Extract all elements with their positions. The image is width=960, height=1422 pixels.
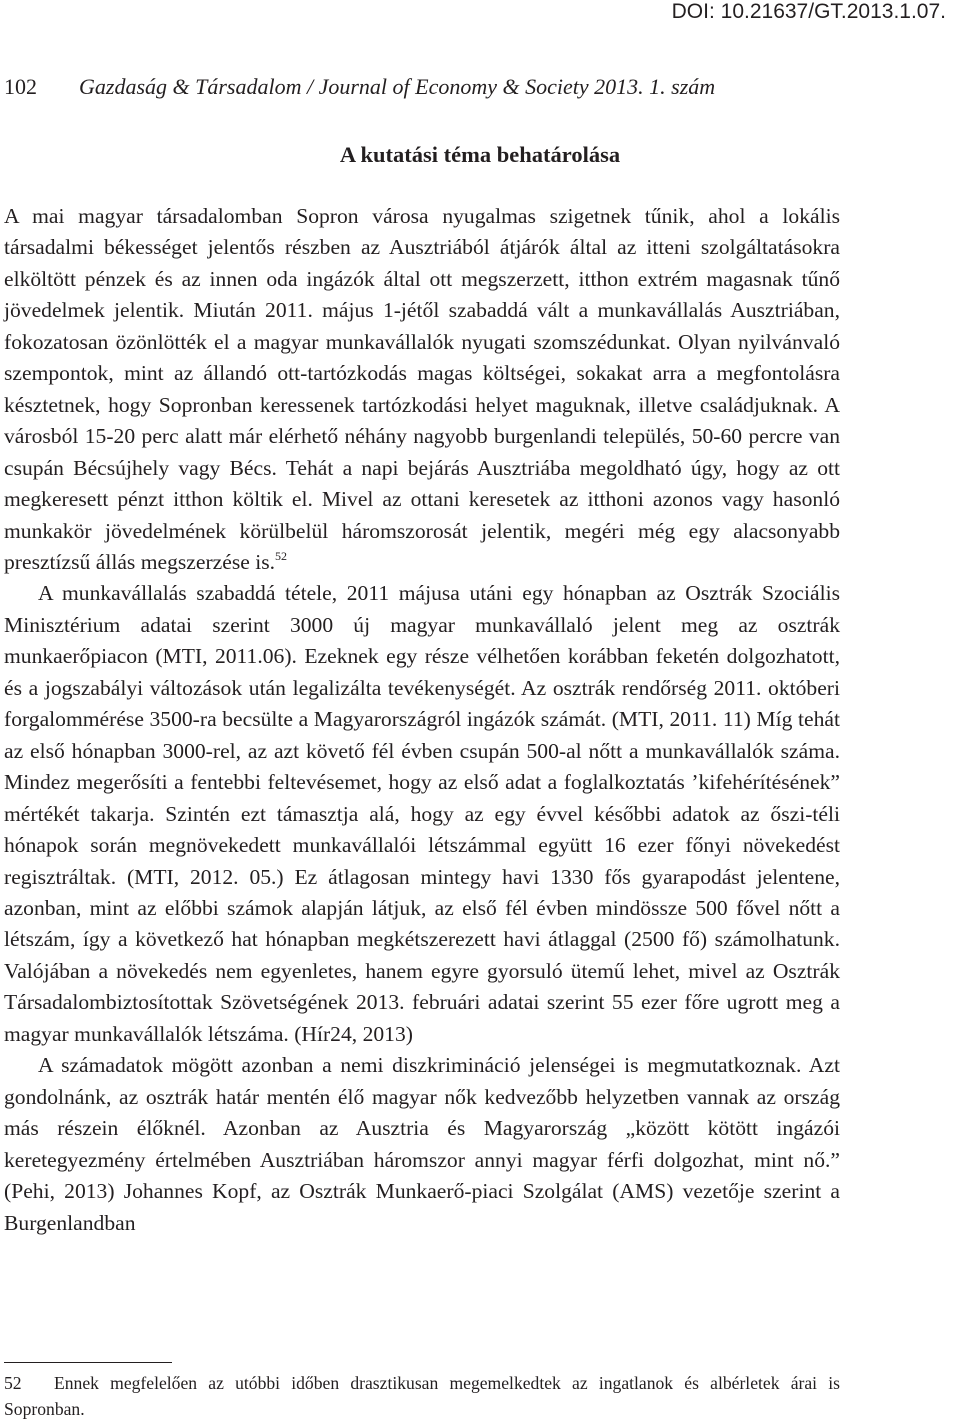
footnote-number: 52 [4, 1373, 22, 1393]
body-text [4, 201, 840, 1239]
journal-title: Gazdaság & Társadalom / Journal of Economy & Society 2013. 1. szám [79, 74, 716, 99]
footnote [4, 1370, 840, 1422]
section-heading: A kutatási téma behatárolása [339, 142, 621, 167]
paragraph-3: A számadatok mögött azonban a nemi diszkrimináció jelenségei is megmutatkoznak. Azt gondolnánk, az osztrák határ mentén élő magyar nők kedvezőbb helyzetben vannak az ország más részein élőknél. Azonban az Ausztria és Magyarország „között kötött ingázói keretegyezmény értelmében Ausztriában háromszor annyi magyar férfi dolgozhat, mint nő.” (Pehi, 2013) Johannes Kopf, az Osztrák Munkaerő-piaci Szolgálat (AMS) vezetője szerint a Burgenlandban [4, 1053, 840, 1235]
footnote-reference[interactable]: 52 [275, 548, 288, 563]
paragraph-1 [4, 201, 840, 578]
paragraph-1-text: A mai magyar társadalomban Sopron városa nyugalmas szigetnek tűnik, ahol a lokális társadalmi békességet jelentős részben az Ausztriából átjárók által az itteni szolgáltatásokra elköltött pénzek és az innen oda ingázók által ott megszerzett, itthon extrém magasnak tűnő jövedelmek jelentik. Miután 2011. május 1-jétől szabaddá vált a munkavállalás Ausztriában, fokozatosan özönlötték el a magyar munkavállalók nyugati szomszédunkat. Olyan nyilvánvaló szempontok, mint az állandó ott-tartózkodás magas költségei, sokakat arra a megfontolásra késztetnek, hogy Sopronban keressenek tartózkodási helyet maguknak, illetve családjuknak. A városból 15-20 perc alatt már elérhető néhány nagyobb burgenlandi település, 50-60 percre van csupán Bécsújhely vagy Bécs. Tehát a napi bejárás Ausztriába megoldható úgy, hogy az ott megkeresett pénzt itthon költik el. Mivel az ottani keresetek az itthoni azonos vagy hasonló munkakör jövedelmének körülbelül háromszorosát jelentik, megéri még egy alacsonyabb presztízsű állás megszerzése is. [4, 204, 840, 574]
page-number: 102 [4, 74, 37, 99]
paragraph-2: A munkavállalás szabaddá tétele, 2011 májusa utáni egy hónapban az Osztrák Szociális Minisztérium adatai szerint 3000 új magyar munkavállaló jelent meg az osztrák munkaerőpiacon (MTI, 2011.06). Ezeknek egy része vélhetően korábban feketén dolgozhatott, és a jogszabályi változások után legalizálta tevékenységét. Az osztrák rendőrség 2011. októberi forgalommérése 3500-ra becsülte a Magyarországról ingázók számát. (MTI, 2011. 11) Míg tehát az első hónapban 3000-rel, az azt követő fél évben csupán 500-al nőtt a munkavállalók száma. Mindez megerősíti a fentebbi feltevésemet, hogy az első adat a foglalkoztatás ’kifehérítésének” mértékét takarja. Szintén ezt támasztja alá, hogy az egy évvel későbbi adatok az őszi-téli hónapok során megnövekedett munkavállalói létszámmal együtt 16 ezer főnyi növekedést regisztráltak. (MTI, 2012. 05.) Ez átlagosan mintegy havi 1330 fős gyarapodást jelentene, azonban, mint az előbbi számok alapján látjuk, az első fél évben mindössze 500 fővel nőtt a létszám, így a következő hat hónapban megkétszerezett havi átlaggal (2500 fő) számolhatunk. Valójában a növekedés nem egyenletes, hanem egyre gyorsuló ütemű lehet, mivel az Osztrák Társadalombiztosítottak Szövetségének 2013. februári adatai szerint 55 ezer főre ugrott meg a magyar munkavállalók létszáma. (Hír24, 2013) [4, 581, 840, 1046]
doi-label: DOI: 10.21637/GT.2013.1.07. [671, 0, 946, 23]
footnote-text: Ennek megfelelően az utóbbi időben drasztikusan megemelkedtek az ingatlanok és albérletek árai is Sopronban. [4, 1373, 840, 1419]
running-header [4, 74, 715, 100]
footnote-divider [4, 1362, 172, 1363]
